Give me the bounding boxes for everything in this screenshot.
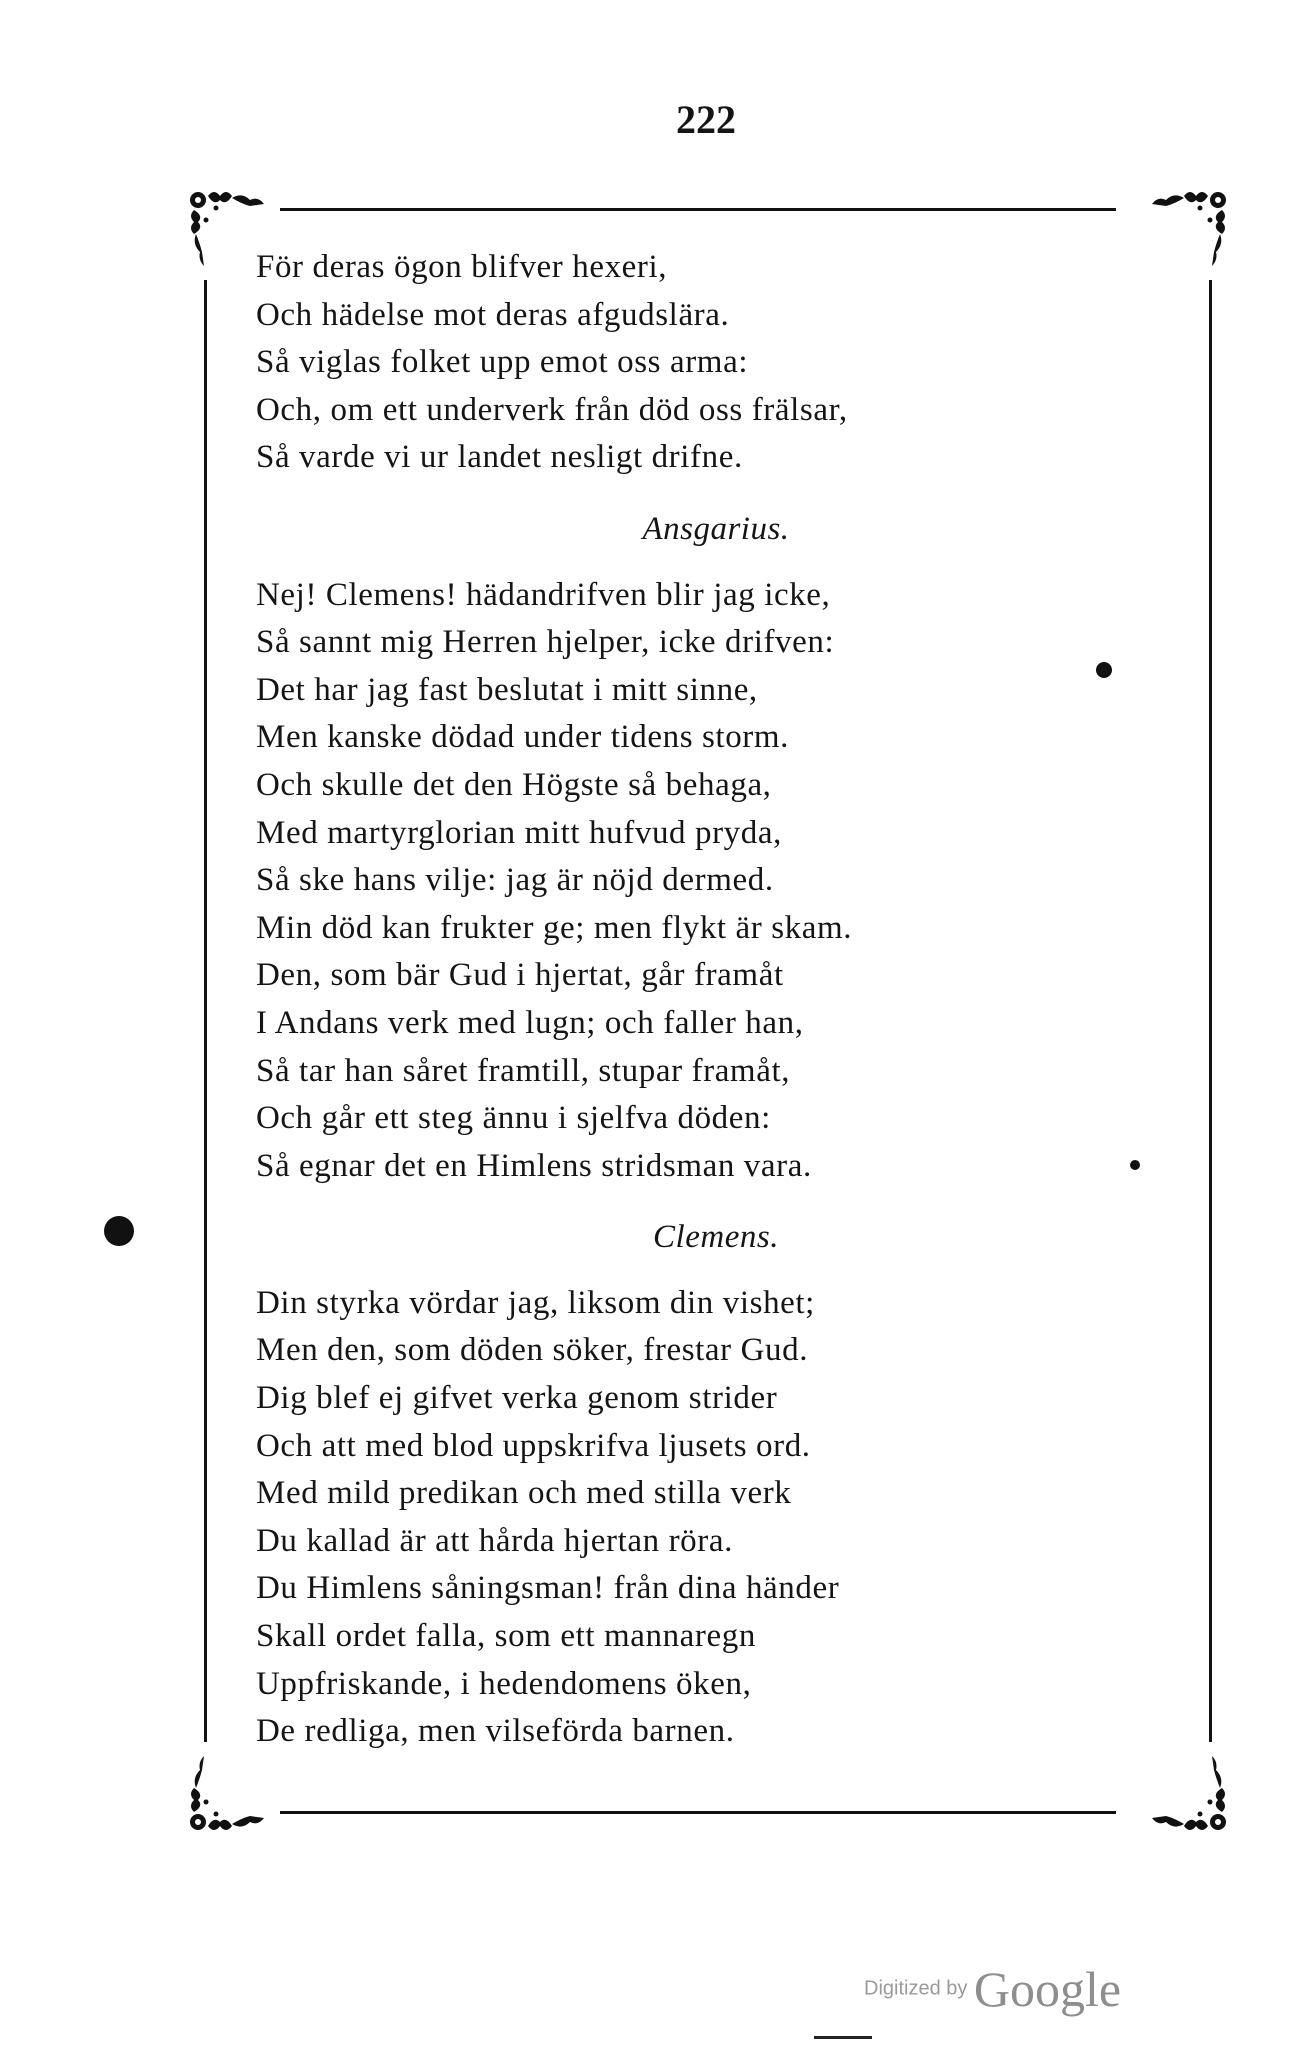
ink-speck: [104, 1216, 134, 1246]
floral-corner-icon: [1130, 186, 1230, 276]
floral-corner-icon: [1130, 1746, 1230, 1836]
verse-line: Du kallad är att hårda hjertan röra.: [256, 1522, 733, 1559]
verse-line: Din styrka vördar jag, liksom din vishet;: [256, 1284, 815, 1321]
verse-line: För deras ögon blifver hexeri,: [256, 249, 668, 285]
verse-line: Så ske hans vilje: jag är nöjd dermed.: [256, 862, 774, 899]
bottom-rule: [814, 2036, 872, 2039]
floral-corner-icon: [186, 1746, 286, 1836]
verse-line: I Andans verk med lugn; och faller han,: [256, 1004, 804, 1041]
verse-section-clemens: [256, 1280, 1016, 1756]
verse-line: Och, om ett underverk från död oss frälsar,: [256, 391, 848, 428]
verse-line: Så viglas folket upp emot oss arma:: [256, 344, 749, 381]
verse-line: Så sannt mig Herren hjelper, icke drifven:: [256, 624, 835, 661]
verse-line: Nej! Clemens! hädandrifven blir jag icke,: [256, 576, 831, 613]
verse-line: De redliga, men vilseförda barnen.: [256, 1713, 735, 1750]
verse-line: Dig blef ej gifvet verka genom strider: [256, 1380, 778, 1417]
verse-line: Och hädelse mot deras afgudslära.: [256, 296, 730, 333]
verse-line: Det har jag fast beslutat i mitt sinne,: [256, 671, 758, 708]
digitized-label: Digitized by: [864, 1977, 968, 2000]
verse-line: Men kanske dödad under tidens storm.: [256, 719, 790, 756]
verse-section-opening: [256, 244, 1016, 482]
ink-speck: [1130, 1160, 1140, 1170]
speaker-heading: Ansgarius.: [642, 510, 790, 547]
border-right-rule: [1209, 280, 1212, 1742]
page-number: 222: [676, 97, 736, 142]
verse-line: Du Himlens såningsman! från dina händer: [256, 1570, 840, 1607]
verse-line: Så tar han såret framtill, stupar framåt,: [256, 1052, 791, 1089]
verse-line: Den, som bär Gud i hjertat, går framåt: [256, 957, 784, 994]
verse-line: Och går ett steg ännu i sjelfva döden:: [256, 1100, 771, 1137]
verse-line: Så varde vi ur landet nesligt drifne.: [256, 439, 743, 476]
verse-line: Min död kan frukter ge; men flykt är skam.: [256, 909, 853, 946]
verse-line: Uppfriskande, i hedendomens öken,: [256, 1665, 752, 1702]
verse-line: Med mild predikan och med stilla verk: [256, 1475, 792, 1512]
verse-line: Och skulle det den Högste så behaga,: [256, 766, 772, 803]
verse-text-block: [256, 244, 1016, 1756]
verse-line: Men den, som döden söker, frestar Gud.: [256, 1332, 809, 1369]
digitized-watermark: [864, 1960, 1121, 2018]
google-logo: Google: [973, 1961, 1122, 2017]
border-left-rule: [204, 280, 207, 1742]
verse-line: Så egnar det en Himlens stridsman vara.: [256, 1147, 812, 1184]
verse-line: Skall ordet falla, som ett mannaregn: [256, 1618, 756, 1655]
ink-speck: [1096, 662, 1112, 678]
speaker-heading: Clemens.: [653, 1219, 779, 1256]
border-top-rule: [280, 208, 1116, 211]
verse-line: Och att med blod uppskrifva ljusets ord.: [256, 1427, 811, 1464]
verse-section-ansgarius: [256, 572, 1016, 1191]
border-bottom-rule: [280, 1811, 1116, 1814]
verse-line: Med martyrglorian mitt hufvud pryda,: [256, 814, 782, 851]
